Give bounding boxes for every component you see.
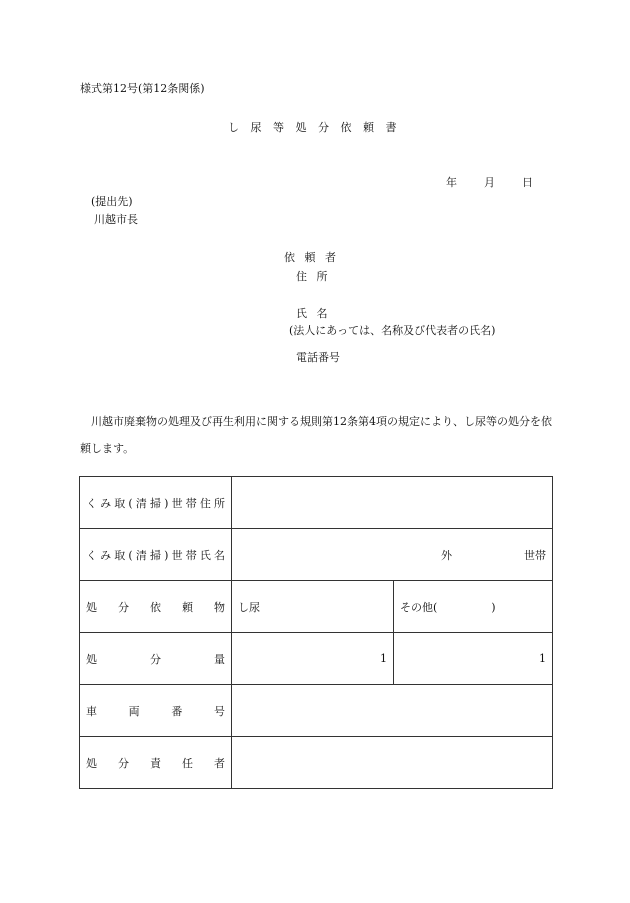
- household-address-field[interactable]: [232, 477, 553, 529]
- table-row: [80, 529, 553, 581]
- row-label: 車両番号: [80, 685, 232, 737]
- form-number: 様式第12号(第12条関係): [80, 82, 205, 95]
- name-label: 氏 名: [296, 307, 328, 320]
- table-row: [80, 477, 553, 529]
- phone-label: 電話番号: [296, 351, 340, 364]
- body-text: 川越市廃棄物の処理及び再生利用に関する規則第12条第4項の規定により、し尿等の処分を依頼します。: [80, 415, 552, 455]
- date-day-label: 日: [522, 176, 533, 189]
- amount-field-1[interactable]: 1: [232, 633, 394, 685]
- extra-outside-label: 外: [441, 548, 452, 562]
- name-note: (法人にあっては、名称及び代表者の氏名): [289, 324, 496, 337]
- responsible-person-field[interactable]: [232, 737, 553, 789]
- submit-to-label: (提出先): [91, 195, 133, 208]
- extra-household-label: 世帯: [524, 548, 546, 562]
- row-label: くみ取(清掃)世帯氏名: [80, 529, 232, 581]
- table-row: [80, 685, 553, 737]
- address-label: 住 所: [296, 270, 328, 283]
- table-row: [80, 737, 553, 789]
- row-label: くみ取(清掃)世帯住所: [80, 477, 232, 529]
- household-name-field[interactable]: [232, 529, 553, 581]
- table-row: [80, 633, 553, 685]
- document-title: し 尿 等 処 分 依 頼 書: [228, 121, 397, 134]
- table-row: [80, 581, 553, 633]
- request-table: [79, 476, 553, 789]
- date-year-label: 年: [446, 176, 457, 189]
- row-label: 処分依頼物: [80, 581, 232, 633]
- row-label: 処分責任者: [80, 737, 232, 789]
- requester-heading: 依 頼 者: [284, 251, 336, 264]
- recipient: 川越市長: [94, 213, 138, 226]
- other-label: その他(: [400, 600, 438, 614]
- other-close: ): [491, 600, 496, 614]
- row-label: 処分量: [80, 633, 232, 685]
- date-line: [446, 174, 533, 190]
- other-option[interactable]: [394, 581, 553, 633]
- human-waste-option[interactable]: し尿: [232, 581, 394, 633]
- amount-field-2[interactable]: 1: [394, 633, 553, 685]
- date-month-label: 月: [484, 176, 495, 189]
- vehicle-number-field[interactable]: [232, 685, 553, 737]
